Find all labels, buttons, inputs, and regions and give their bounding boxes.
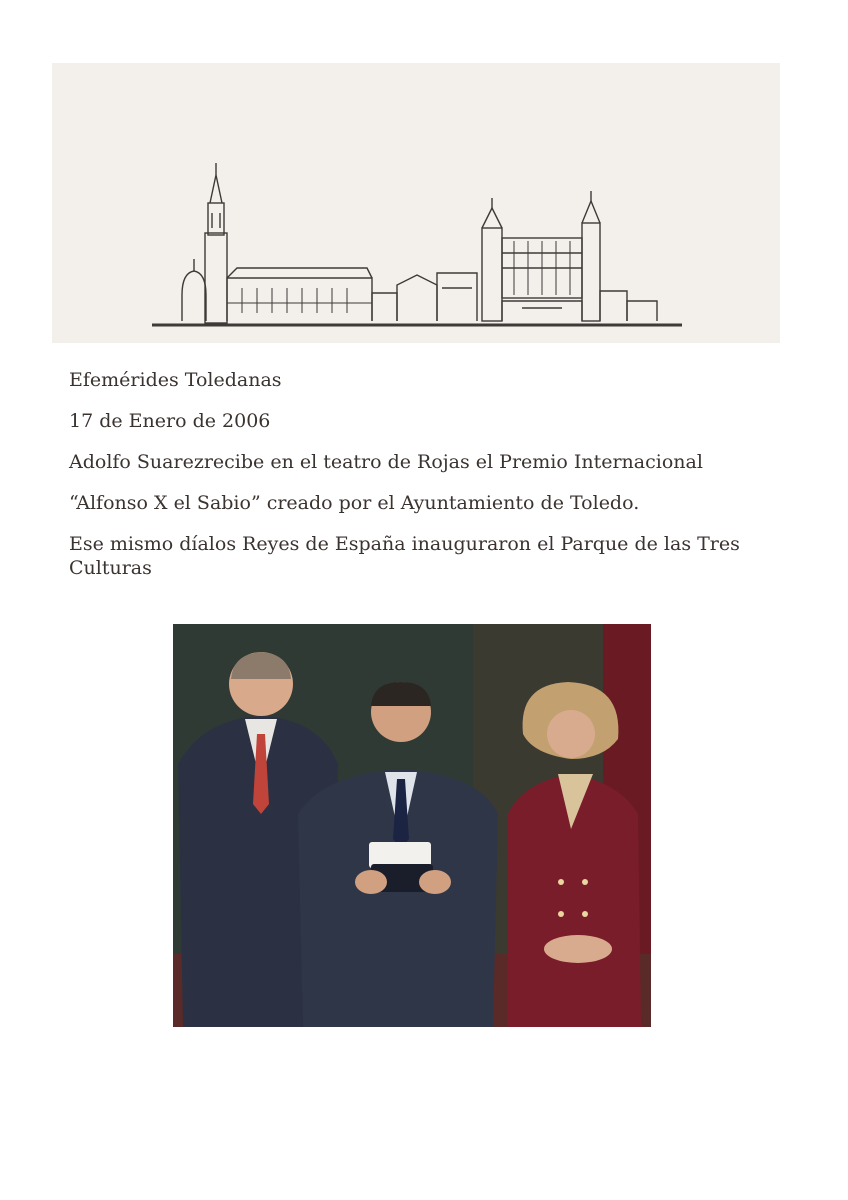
page-title: Efemérides Toledanas [69, 369, 282, 391]
ephemeris-text [69, 368, 789, 597]
award-ceremony-photo [173, 624, 651, 1027]
event-line-3: Ese mismo díalos Reyes de España inauguraron el Parque de las Tres Culturas [69, 533, 740, 579]
header-banner [52, 63, 780, 343]
event-line-1: Adolfo Suarezrecibe en el teatro de Rojas el Premio Internacional [69, 451, 703, 473]
event-line-2: “Alfonso X el Sabio” creado por el Ayuntamiento de Toledo. [69, 492, 640, 514]
toledo-skyline-illustration [52, 63, 780, 343]
event-date: 17 de Enero de 2006 [69, 410, 271, 432]
